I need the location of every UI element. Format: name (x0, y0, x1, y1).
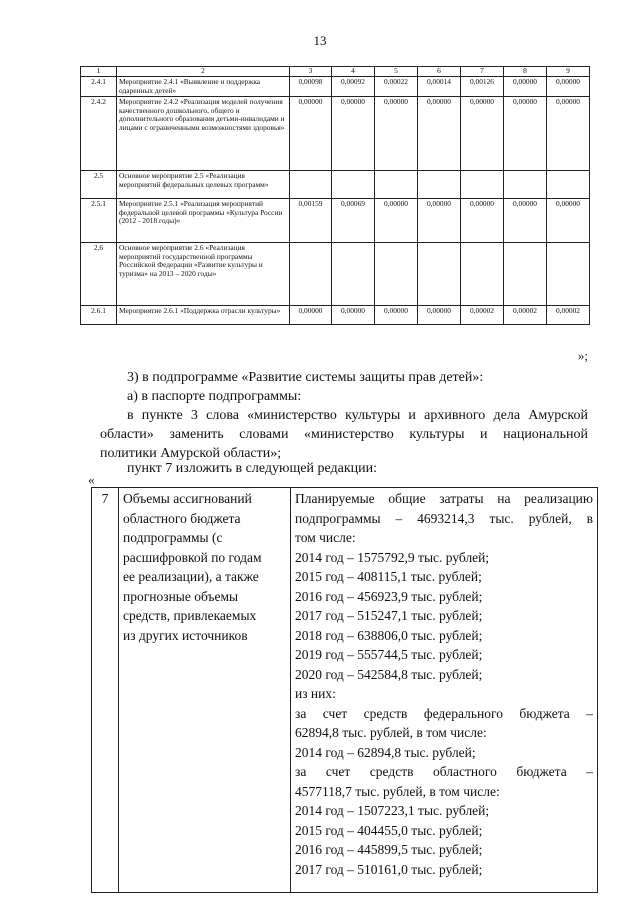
funding-content-line: 2020 год – 542584,8 тыс. рублей; (295, 666, 483, 682)
row-code: 2.4.1 (81, 77, 117, 97)
funding-content-line: подпрограммы – 4693214,3 тыс. рублей, в (295, 510, 593, 526)
row-value (418, 243, 461, 306)
column-header: 5 (375, 67, 418, 77)
row-code: 2.4.2 (81, 97, 117, 171)
funding-label-line: областного бюджета (123, 510, 241, 526)
row-value (290, 171, 332, 199)
column-header: 1 (81, 67, 117, 77)
table-row (81, 306, 590, 325)
row-value: 0,00002 (547, 306, 590, 325)
row-value: 0,00022 (375, 77, 418, 97)
row-value (290, 243, 332, 306)
row-value (547, 243, 590, 306)
funding-item-number: 7 (92, 488, 119, 893)
funding-content-line: 2015 год – 404455,0 тыс. рублей; (295, 822, 483, 838)
funding-content-line: 2018 год – 638806,0 тыс. рублей; (295, 627, 483, 643)
paragraph-replace-line2: области» заменить словами «министерство культуры и национальной (100, 427, 588, 442)
opening-quote-mark: « (88, 472, 95, 487)
closing-quote-mark: »; (577, 348, 588, 363)
row-value (375, 243, 418, 306)
row-value: 0,00000 (332, 306, 375, 325)
funding-label-line: из других источников (123, 627, 248, 643)
row-value (332, 171, 375, 199)
funding-content-line: 4577118,7 тыс. рублей, в том числе: (295, 783, 500, 799)
row-code: 2.6 (81, 243, 117, 306)
paragraph-passport: а) в паспорте подпрограммы: (127, 389, 302, 404)
row-name: Мероприятие 2.6.1 «Поддержка отрасли культуры» (117, 306, 290, 325)
row-value (504, 171, 547, 199)
funding-label-line: средств, привлекаемых (123, 608, 257, 623)
paragraph-replace-line3: политики Амурской области»; (100, 446, 282, 461)
funding-table (91, 487, 598, 893)
funding-content-line: 2016 год – 456923,9 тыс. рублей; (295, 588, 483, 604)
row-value: 0,00000 (504, 97, 547, 171)
page-number: 13 (313, 33, 327, 48)
table-row (81, 199, 590, 243)
row-value: 0,00000 (504, 77, 547, 97)
row-value: 0,00126 (461, 77, 504, 97)
funding-content-line: 2014 год – 62894,8 тыс. рублей; (295, 744, 476, 760)
funding-content-line: 2014 год – 1575792,9 тыс. рублей; (295, 549, 490, 565)
column-header: 7 (461, 67, 504, 77)
funding-label-line: расшифровкой по годам (123, 549, 262, 565)
funding-content-cell (291, 488, 598, 893)
row-code: 2.6.1 (81, 306, 117, 325)
table-row (81, 97, 590, 171)
column-header: 6 (418, 67, 461, 77)
row-value (418, 171, 461, 199)
row-code: 2.5.1 (81, 199, 117, 243)
row-value (461, 243, 504, 306)
funding-label-line: ее реализации), а также (123, 569, 259, 584)
row-value: 0,00000 (375, 306, 418, 325)
funding-label-line: Объемы ассигнований (123, 491, 252, 506)
row-name: Основное мероприятие 2.6 «Реализация мероприятий государственной программы Российской Федерации «Развитие культуры и туризма» на 2013 – 2020 годы» (117, 243, 290, 306)
funding-content-line: 2016 год – 445899,5 тыс. рублей; (295, 842, 483, 857)
row-value (461, 171, 504, 199)
row-value: 0,00000 (290, 306, 332, 325)
row-value: 0,00069 (332, 199, 375, 243)
paragraph-item7: пункт 7 изложить в следующей редакции: (127, 461, 377, 476)
funding-content-line: Планируемые общие затраты на реализацию (295, 491, 593, 506)
row-value: 0,00000 (547, 77, 590, 97)
row-value: 0,00000 (418, 199, 461, 243)
funding-content-line: 2019 год – 555744,5 тыс. рублей; (295, 647, 483, 662)
row-value: 0,00000 (461, 97, 504, 171)
row-value: 0,00000 (375, 97, 418, 171)
funding-content-line: за счет средств федерального бюджета – (295, 705, 593, 721)
funding-label-line: прогнозные объемы (123, 588, 239, 604)
column-header: 4 (332, 67, 375, 77)
row-value: 0,00000 (332, 97, 375, 171)
funding-row (92, 488, 598, 893)
row-value (504, 243, 547, 306)
funding-content-line: 2017 год – 510161,0 тыс. рублей; (295, 861, 483, 877)
table-row (81, 77, 590, 97)
row-value: 0,00000 (418, 97, 461, 171)
funding-label-cell (119, 488, 291, 893)
row-value (547, 171, 590, 199)
row-name: Основное мероприятие 2.5 «Реализация мероприятий федеральных целевых программ» (117, 171, 290, 199)
indicators-table (80, 66, 590, 325)
paragraph-subprogram: 3) в подпрограмме «Развитие системы защиты прав детей»: (127, 370, 484, 385)
row-value: 0,00000 (504, 199, 547, 243)
funding-content-line: 2017 год – 515247,1 тыс. рублей; (295, 608, 483, 623)
funding-label-line: подпрограммы (с (123, 530, 223, 545)
row-value: 0,00000 (547, 97, 590, 171)
table-row (81, 171, 590, 199)
column-header: 8 (504, 67, 547, 77)
row-value (375, 171, 418, 199)
funding-content-line: 62894,8 тыс. рублей, в том числе: (295, 725, 487, 740)
row-value: 0,00002 (461, 306, 504, 325)
row-value: 0,00159 (290, 199, 332, 243)
column-header: 3 (290, 67, 332, 77)
row-value: 0,00092 (332, 77, 375, 97)
row-value: 0,00002 (504, 306, 547, 325)
funding-content-line: 2014 год – 1507223,1 тыс. рублей; (295, 803, 490, 818)
row-value (332, 243, 375, 306)
column-header: 9 (547, 67, 590, 77)
column-header: 2 (117, 67, 290, 77)
row-name: Мероприятие 2.5.1 «Реализация мероприятий федеральной целевой программы «Культура России (2012 - 2018 годы)» (117, 199, 290, 243)
funding-content-line: из них: (295, 686, 336, 701)
row-value: 0,00000 (547, 199, 590, 243)
row-value: 0,00014 (418, 77, 461, 97)
table-header-row (81, 67, 590, 77)
row-name: Мероприятие 2.4.2 «Реализация моделей получения качественного дошкольного, общего и дополнительного образования детьми-инвалидами и лицами с ограниченными возможностями здоровья» (117, 97, 290, 171)
row-value: 0,00098 (290, 77, 332, 97)
row-value: 0,00000 (290, 97, 332, 171)
funding-content-line: том числе: (295, 530, 356, 545)
row-value: 0,00000 (418, 306, 461, 325)
row-code: 2.5 (81, 171, 117, 199)
table-row (81, 243, 590, 306)
funding-content-line: за счет средств областного бюджета – (295, 764, 593, 779)
paragraph-replace-line1: в пункте 3 слова «министерство культуры и архивного дела Амурской (127, 408, 588, 423)
funding-content-line: 2015 год – 408115,1 тыс. рублей; (295, 569, 482, 584)
row-value: 0,00000 (375, 199, 418, 243)
row-value: 0,00000 (461, 199, 504, 243)
row-name: Мероприятие 2.4.1 «Выявление и поддержка одаренных детей» (117, 77, 290, 97)
